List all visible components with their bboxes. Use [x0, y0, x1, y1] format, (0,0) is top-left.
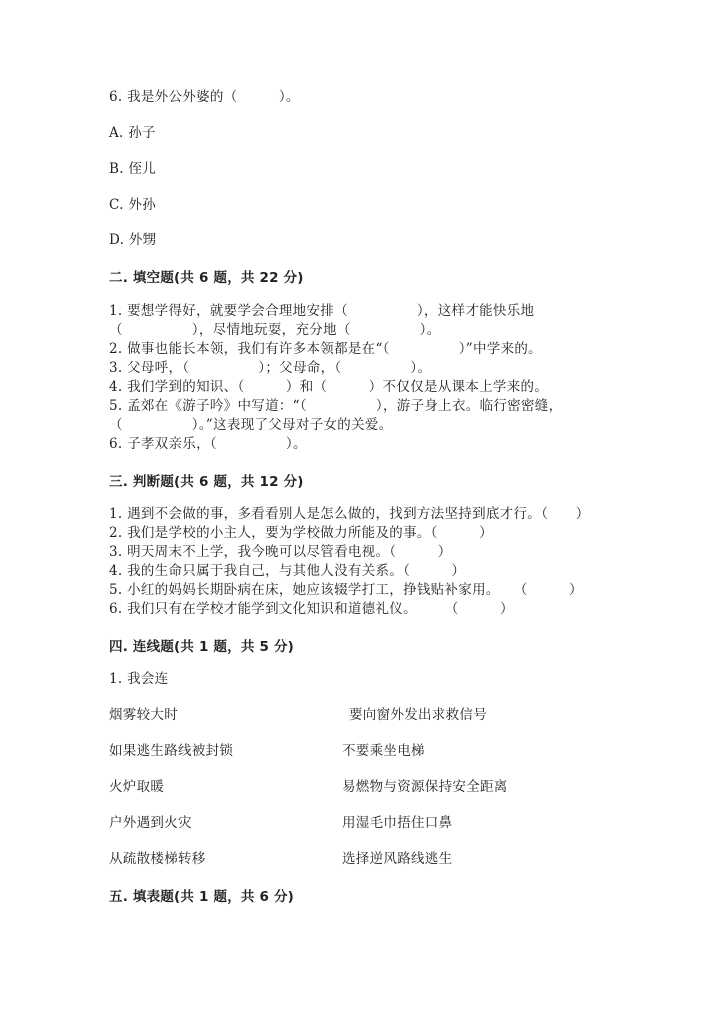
section-heading-true-false: 三. 判断题(共 6 题，共 12 分) — [109, 474, 304, 490]
matching-left-item: 如果逃生路线被封锁 — [109, 743, 234, 759]
matching-left-item: 烟雾较大时 — [109, 707, 178, 723]
mcq-question: 6. 我是外公外婆的（ ）。 — [109, 89, 300, 105]
section-heading-matching: 四. 连线题(共 1 题，共 5 分) — [109, 639, 295, 655]
true-false-line: 1. 遇到不会做的事，多看看别人是怎么做的，找到方法坚持到底才行。（ ） — [109, 506, 590, 522]
matching-right-item: 用湿毛巾捂住口鼻 — [342, 815, 453, 831]
fill-blank-line: 3. 父母呼，（ ）；父母命，（ ）。 — [109, 360, 432, 376]
true-false-line: 2. 我们是学校的小主人，要为学校做力所能及的事。（ ） — [109, 525, 493, 541]
fill-blank-line: 5. 孟郊在《游子吟》中写道：“（ ），游子身上衣。临行密密缝， — [109, 398, 563, 414]
mcq-option-b: B. 侄儿 — [109, 161, 157, 177]
true-false-line: 3. 明天周末不上学，我今晚可以尽管看电视。（ ） — [109, 544, 452, 560]
fill-blank-line: 2. 做事也能长本领，我们有许多本领都是在“（ ）”中学来的。 — [109, 341, 542, 357]
matching-left-item: 户外遇到火灾 — [109, 815, 192, 831]
fill-blank-line: （ ），尽情地玩耍，充分地（ ）。 — [109, 322, 441, 338]
matching-left-item: 火炉取暖 — [109, 779, 165, 795]
section-heading-fill-blank: 二. 填空题(共 6 题，共 22 分) — [109, 270, 304, 286]
matching-right-item: 要向窗外发出求救信号 — [349, 707, 487, 723]
mcq-option-d: D. 外甥 — [109, 232, 157, 248]
fill-blank-line: 4. 我们学到的知识、（ ）和（ ）不仅仅是从课本上学来的。 — [109, 379, 549, 395]
section-heading-table-fill: 五. 填表题(共 1 题，共 6 分) — [109, 889, 295, 905]
mcq-option-a: A. 孙子 — [109, 125, 156, 141]
matching-question: 1. 我会连 — [109, 671, 169, 687]
true-false-line: 4. 我的生命只属于我自己，与其他人没有关系。（ ） — [109, 563, 466, 579]
true-false-line: 5. 小红的妈妈长期卧病在床，她应该辍学打工，挣钱贴补家用。 （ ） — [109, 582, 583, 598]
fill-blank-line: 6. 子孝双亲乐，（ ）。 — [109, 436, 307, 452]
fill-blank-line: （ ）。”这表现了父母对子女的关爱。 — [109, 417, 393, 433]
matching-right-item: 不要乘坐电梯 — [342, 743, 425, 759]
matching-left-item: 从疏散楼梯转移 — [109, 851, 206, 867]
true-false-line: 6. 我们只有在学校才能学到文化知识和道德礼仪。 （ ） — [109, 601, 514, 617]
matching-right-item: 易燃物与资源保持安全距离 — [342, 779, 508, 795]
fill-blank-line: 1. 要想学得好，就要学会合理地安排（ ），这样才能快乐地 — [109, 303, 535, 319]
mcq-option-c: C. 外孙 — [109, 197, 156, 213]
matching-right-item: 选择逆风路线逃生 — [342, 851, 453, 867]
